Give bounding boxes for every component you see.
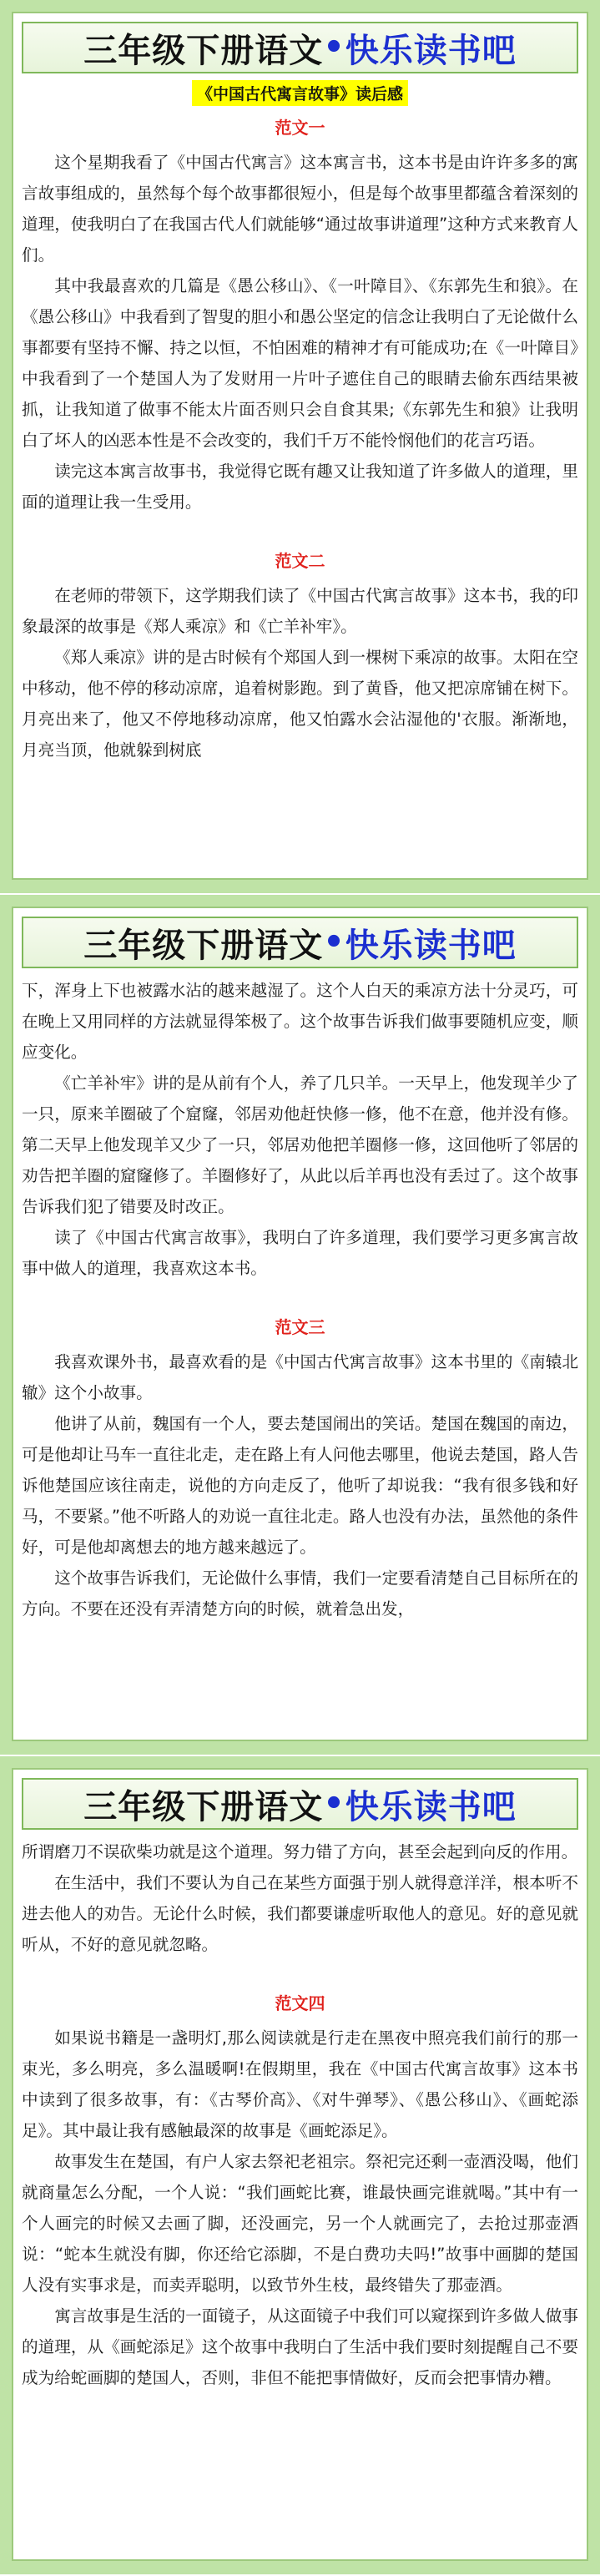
title-highlight: 快乐读书吧 bbox=[345, 1787, 517, 1826]
title-dot: • bbox=[323, 28, 345, 67]
paragraph: 他讲了从前，魏国有一个人，要去楚国闹出的笑话。楚国在魏国的南边，可是他却让马车一直往北走，走在路上有人问他去哪里，他说去楚国，路人告诉他楚国应该往南走，说他的方向走反了，他听了却说我：“我有很多钱和好马，不要紧。”他不听路人的劝说一直往北走。路人也没有办法，虽然他的条件好，可是他却离想去的地方越来越远了。 bbox=[22, 1414, 578, 1557]
paragraph: 寓言故事是生活的一面镜子，从这面镜子中我们可以窥探到许多做人做事的道理，从《画蛇添足》这个故事中我明白了生活中我们要时刻提醒自己不要成为给蛇画脚的楚国人，否则，非但不能把事情做好，反而会把事情办糟。 bbox=[22, 2306, 578, 2387]
page-title bbox=[22, 22, 578, 73]
title-text: 三年级下册语文 bbox=[83, 926, 324, 965]
book-subtitle: 《中国古代寓言故事》读后感 bbox=[192, 80, 408, 106]
title-highlight: 快乐读书吧 bbox=[345, 926, 517, 965]
section-heading-1: 范文一 bbox=[275, 118, 325, 138]
title-text: 三年级下册语文 bbox=[83, 1787, 324, 1826]
page-2 bbox=[0, 895, 600, 1756]
paragraph: 这个故事告诉我们，无论做什么事情，我们一定要看清楚自己目标所在的方向。不要在还没有弄清楚方向的时候，就着急出发， bbox=[22, 1568, 578, 1619]
paragraph: 《郑人乘凉》讲的是古时候有个郑国人到一棵树下乘凉的故事。太阳在空中移动，他不停的移动凉席，追着树影跑。到了黄昏，他又把凉席铺在树下。月亮出来了，他又不停地移动凉席，他又怕露水会沾湿他的'衣服。渐渐地，月亮当顶，他就躲到树底 bbox=[22, 648, 578, 760]
paragraph: 在生活中，我们不要认为自己在某些方面强于别人就得意洋洋，根本听不进去他人的劝告。无论什么时候，我们都要谦虚听取他人的意见。好的意见就听从，不好的意见就忽略。 bbox=[22, 1873, 578, 1954]
page-title bbox=[22, 1778, 578, 1830]
paragraph: 读完这本寓言故事书，我觉得它既有趣又让我知道了许多做人的道理，里面的道理让我一生受用。 bbox=[22, 462, 578, 512]
paragraph: 其中我最喜欢的几篇是《愚公移山》、《一叶障目》、《东郭先生和狼》。在《愚公移山》中我看到了智叟的胆小和愚公坚定的信念让我明白了无论做什么事都要有坚持不懈、持之以恒，不怕困难的精神才有可能成功;在《一叶障目》中我看到了一个楚国人为了发财用一片叶子遮住自己的眼睛去偷东西结果被抓，让我知道了做事不能太片面否则只会自食其果;《东郭先生和狼》让我明白了坏人的凶恶本性是不会改变的，我们千万不能怜悯他们的花言巧语。 bbox=[22, 276, 578, 450]
page-2-content bbox=[12, 907, 588, 1741]
page-title bbox=[22, 917, 578, 968]
section-heading-4: 范文四 bbox=[275, 1993, 325, 2013]
page-3-content bbox=[12, 1768, 588, 2561]
page-1-content bbox=[12, 12, 588, 880]
paragraph: 所谓磨刀不误砍柴功就是这个道理。努力错了方向，甚至会起到向反的作用。 bbox=[22, 1842, 578, 1861]
paragraph: 故事发生在楚国，有户人家去祭祀老祖宗。祭祀完还剩一壶酒没喝，他们就商量怎么分配，一个人说：“我们画蛇比赛，谁最快画完谁就喝。”其中有一个人画完的时候又去画了脚，还没画完，另一个人就画完了，去抢过那壶酒说：“蛇本生就没有脚，你还给它添脚，不是白费功夫吗!”故事中画脚的楚国人没有实事求是，而卖弄聪明，以致节外生枝，最终错失了那壶酒。 bbox=[22, 2152, 578, 2295]
paragraph: 我喜欢课外书，最喜欢看的是《中国古代寓言故事》这本书里的《南辕北辙》这个小故事。 bbox=[22, 1352, 578, 1402]
title-highlight: 快乐读书吧 bbox=[345, 31, 517, 70]
title-text: 三年级下册语文 bbox=[83, 31, 324, 70]
section-heading-3: 范文三 bbox=[275, 1317, 325, 1337]
section-heading-2: 范文二 bbox=[275, 551, 325, 571]
title-dot: • bbox=[323, 923, 345, 962]
title-dot: • bbox=[323, 1785, 345, 1823]
paragraph: 《亡羊补牢》讲的是从前有个人，养了几只羊。一天早上，他发现羊少了一只，原来羊圈破了个窟窿，邻居劝他赶快修一修，他不在意，他并没有修。第二天早上他发现羊又少了一只，邻居劝他把羊圈修一修，这回他听了邻居的劝告把羊圈的窟窿修了。羊圈修好了，从此以后羊再也没有丢过了。这个故事告诉我们犯了错要及时改正。 bbox=[22, 1073, 578, 1216]
paragraph: 读了《中国古代寓言故事》，我明白了许多道理，我们要学习更多寓言故事中做人的道理，我喜欢这本书。 bbox=[22, 1228, 578, 1278]
paragraph: 如果说书籍是一盏明灯,那么阅读就是行走在黑夜中照亮我们前行的那一束光，多么明亮，多么温暖啊!在假期里，我在《中国古代寓言故事》这本书中读到了很多故事，有：《古琴价高》、《对牛弹琴》、《愚公移山》、《画蛇添足》。其中最让我有感触最深的故事是《画蛇添足》。 bbox=[22, 2028, 578, 2140]
page-3 bbox=[0, 1756, 600, 2576]
paragraph: 这个星期我看了《中国古代寓言》这本寓言书，这本书是由许许多多的寓言故事组成的，虽然每个每个故事都很短小，但是每个故事里都蕴含着深刻的道理，使我明白了在我国古代人们就能够“通过故事讲道理”这种方式来教育人们。 bbox=[22, 153, 578, 265]
page-1 bbox=[0, 0, 600, 895]
paragraph: 下，浑身上下也被露水沾的越来越湿了。这个人白天的乘凉方法十分灵巧，可在晚上又用同样的方法就显得笨极了。这个故事告诉我们做事要随机应变，顺应变化。 bbox=[22, 981, 578, 1062]
paragraph: 在老师的带领下，这学期我们读了《中国古代寓言故事》这本书，我的印象最深的故事是《郑人乘凉》和《亡羊补牢》。 bbox=[22, 586, 578, 636]
